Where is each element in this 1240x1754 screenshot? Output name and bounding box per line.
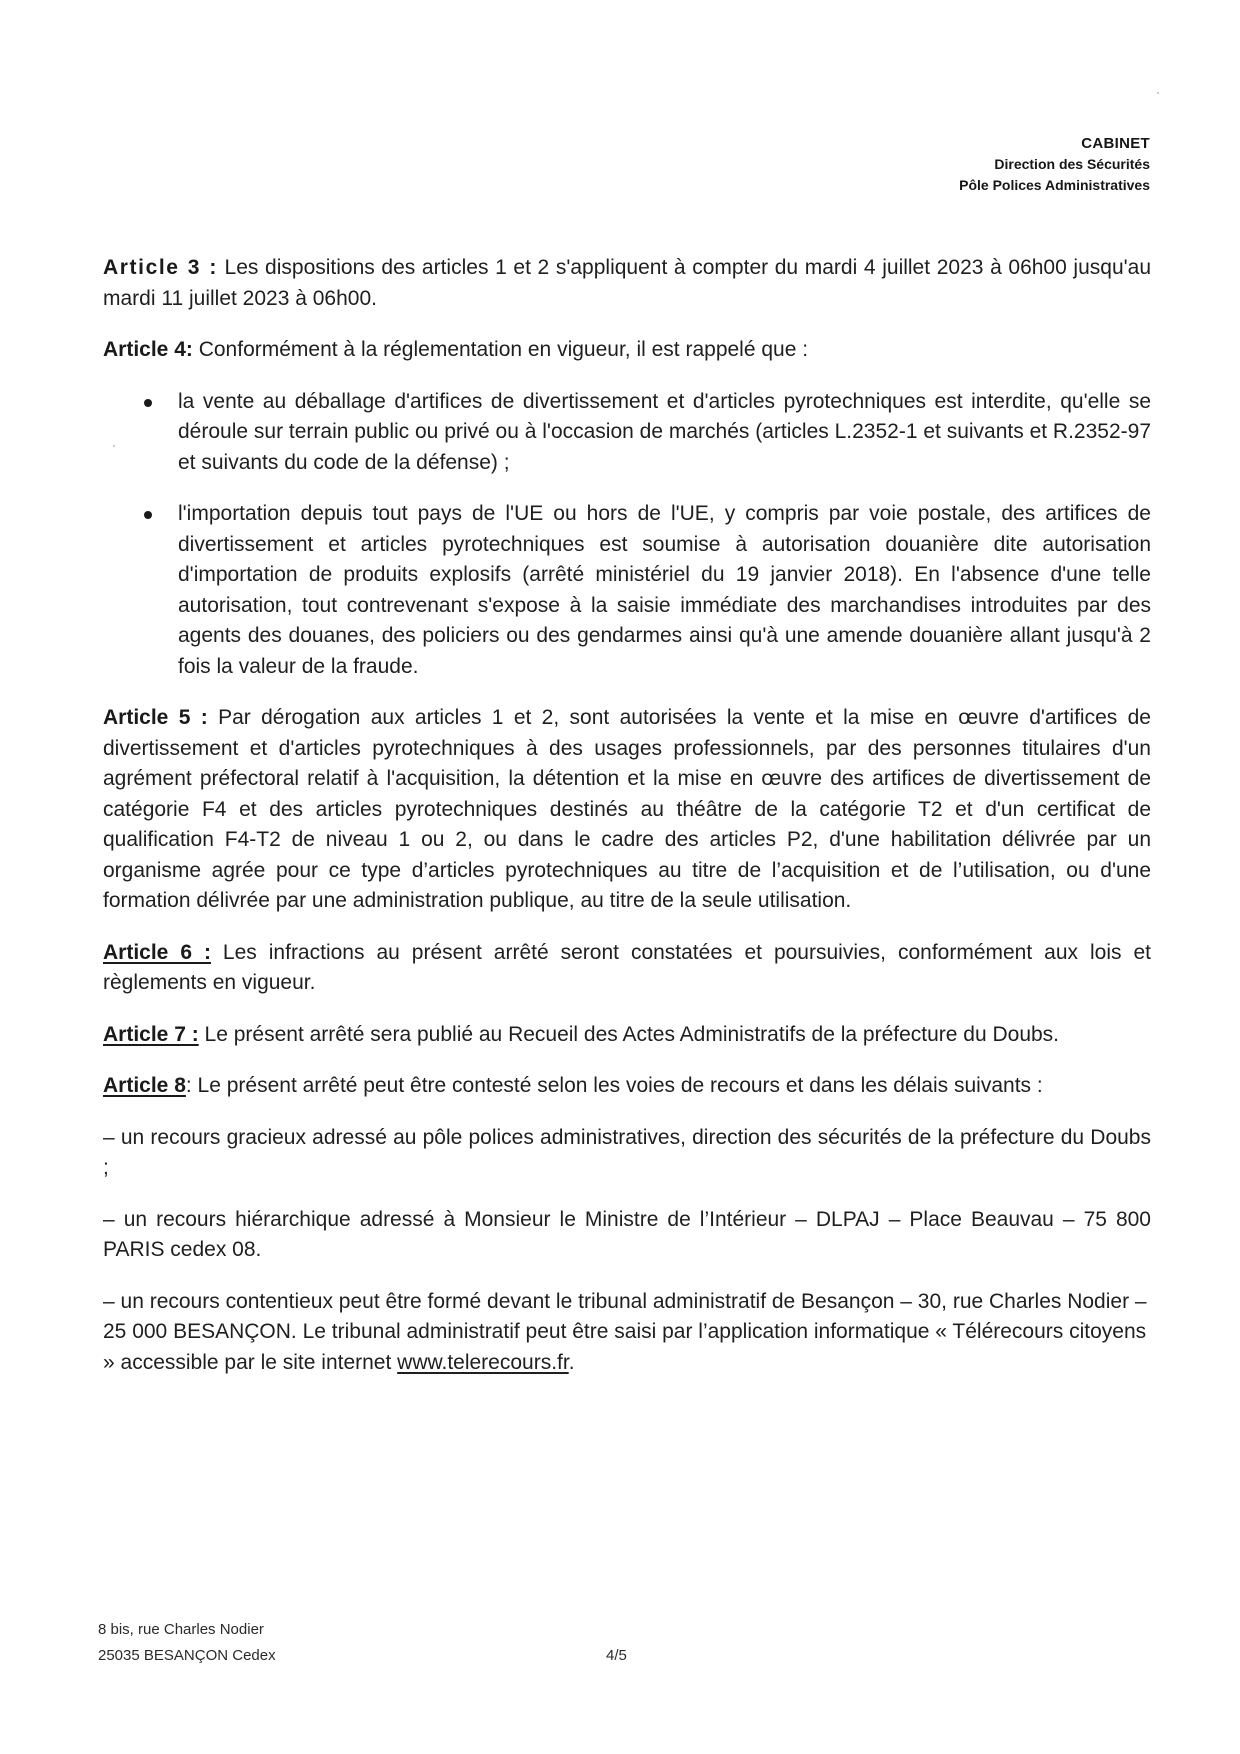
article-8 (103, 1071, 1151, 1102)
page-number: 4/5 (606, 1647, 627, 1664)
bullet-icon (144, 399, 152, 407)
article-3-text: Les dispositions des articles 1 et 2 s'appliquent à compter du mardi 4 juillet 2023 à 06h00 jusqu'au mardi 11 juillet 2023 à 06h00. (103, 256, 1151, 310)
bullet-icon (144, 511, 152, 519)
article-5-text: Par dérogation aux articles 1 et 2, sont autorisées la vente et la mise en œuvre d'artifices de divertissement et d'articles pyrotechniques à des usages professionnels, par des personnes titulaires d'un agrément préfectoral relatif à l'acquisition, la détention et la mise en œuvre des artifices de divertissement de catégorie F4 et des articles pyrotechniques destinés au théâtre de la catégorie T2 et d'un certificat de qualification F4-T2 de niveau 1 ou 2, ou dans le cadre des articles P2, d'une habilitation délivrée par un organisme agrée pour ce type d’articles pyrotechniques au titre de l’acquisition et de l’utilisation, ou d'une formation délivrée par une administration publique, au titre de la seule utilisation. (103, 706, 1151, 912)
recours-gracieux: – un recours gracieux adressé au pôle polices administratives, direction des sécurités de la préfecture du Doubs ; (103, 1125, 1151, 1179)
footer-address-line2: 25035 BESANÇON Cedex (98, 1647, 276, 1664)
article-7 (103, 1020, 1151, 1051)
header-cabinet: CABINET (1081, 135, 1150, 152)
article-7-text: Le présent arrêté sera publié au Recueil des Actes Administratifs de la préfecture du Doubs. (198, 1022, 1060, 1046)
article-3-label: Article 3 : (103, 256, 218, 279)
recours-hierarchique: – un recours hiérarchique adressé à Monsieur le Ministre de l’Intérieur – DLPAJ – Place Beauvau – 75 800 PARIS cedex 08. (103, 1207, 1151, 1261)
article-6-text: Les infractions au présent arrêté seront constatées et poursuivies, conformément aux lois et règlements en vigueur. (103, 940, 1151, 994)
recours-contentieux (103, 1287, 1151, 1379)
bullet-item (103, 387, 1151, 479)
article-6-label: Article 6 : (103, 940, 211, 964)
article-4-bullet-list (103, 387, 1151, 683)
article-4-text: Conformément à la réglementation en vigueur, il est rappelé que : (192, 338, 809, 361)
article-5 (103, 703, 1151, 917)
document-body (103, 253, 1151, 1399)
footer-address-line1: 8 bis, rue Charles Nodier (98, 1621, 264, 1638)
department-header (959, 133, 1150, 196)
article-6 (103, 938, 1151, 999)
header-pole: Pôle Polices Administratives (959, 177, 1150, 193)
bullet-item (103, 499, 1151, 682)
telerecours-link[interactable]: www.telerecours.fr (397, 1350, 569, 1374)
article-5-label: Article 5 : (103, 706, 208, 729)
article-8-text: : Le présent arrêté peut être contesté selon les voies de recours et dans les délais suivants : (185, 1074, 1043, 1097)
footer-address (98, 1617, 276, 1669)
bullet-text: l'importation depuis tout pays de l'UE ou hors de l'UE, y compris par voie postale, des artifices de divertissement et articles pyrotechniques est soumise à autorisation douanière dite autorisation d'importation de produits explosifs (arrêté ministériel du 19 janvier 2018). En l'absence d'une telle autorisation, tout contrevenant s'expose à la saisie immédiate des marchandises introduites par des agents des douanes, des policiers ou des gendarmes ainsi qu'à une amende douanière allant jusqu'à 2 fois la valeur de la fraude. (178, 502, 1151, 678)
recours-contentieux-end: . (568, 1350, 575, 1374)
article-4-label: Article 4: (103, 338, 193, 361)
article-3 (103, 253, 1151, 314)
article-7-label: Article 7 : (103, 1022, 199, 1046)
scan-speck (1157, 92, 1159, 94)
header-direction: Direction des Sécurités (994, 156, 1150, 172)
article-8-label: Article 8 (103, 1074, 186, 1097)
article-4 (103, 335, 1151, 366)
recours-contentieux-text: – un recours contentieux peut être formé devant le tribunal administratif de Besançon – 30, rue Charles Nodier – 25 000 BESANÇON. Le tribunal administratif peut être saisi par l’application informatique « Télérecours citoyens » accessible par le site internet (103, 1289, 1147, 1374)
bullet-text: la vente au déballage d'artifices de divertissement et d'articles pyrotechniques est interdite, qu'elle se déroule sur terrain public ou privé ou à l'occasion de marchés (articles L.2352-1 et suivants et R.2352-97 et suivants du code de la défense) ; (178, 389, 1151, 474)
